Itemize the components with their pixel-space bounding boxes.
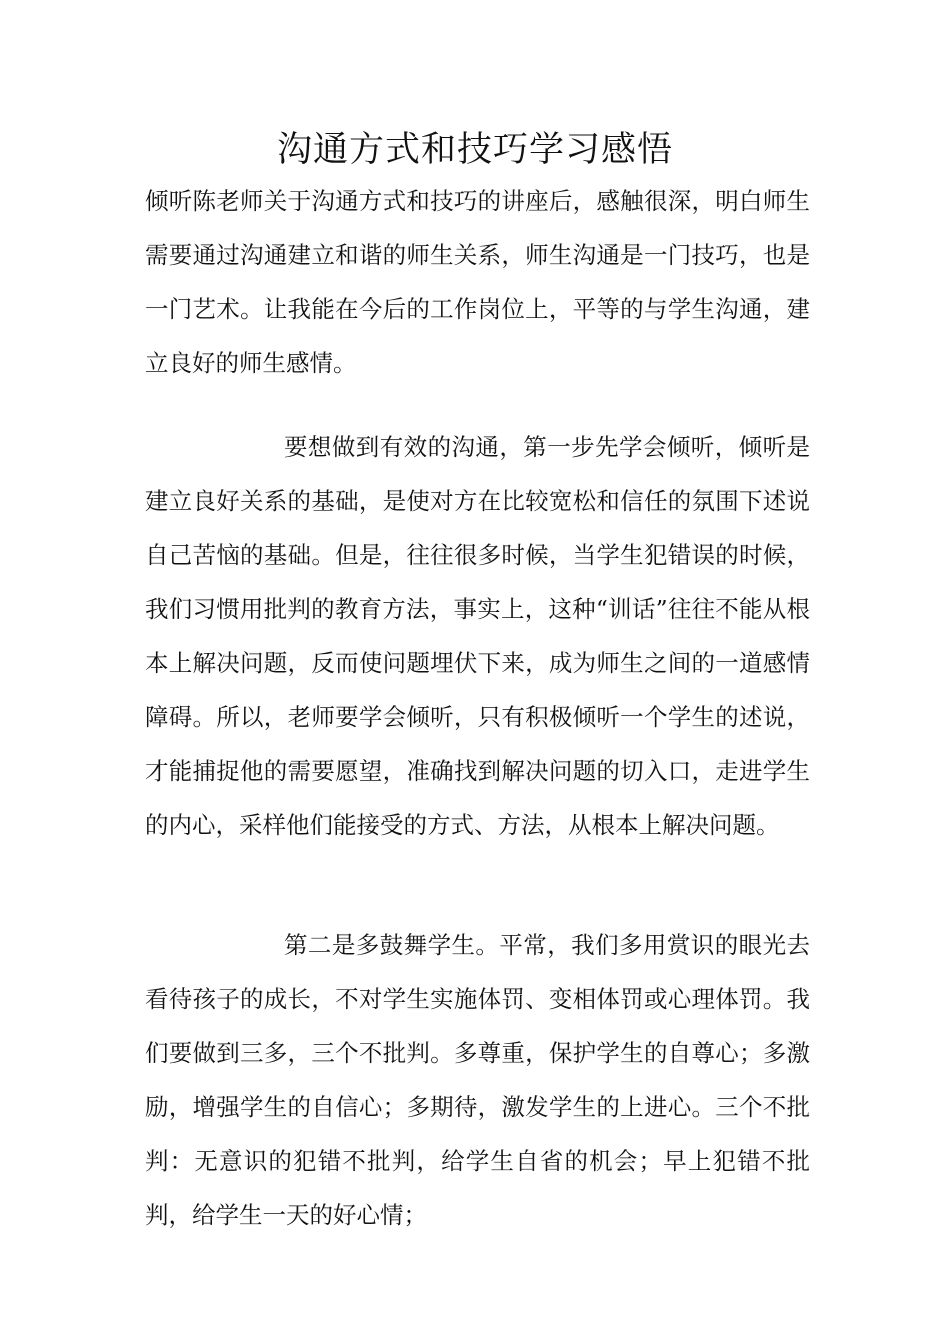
paragraph-2: 要想做到有效的沟通，第一步先学会倾听，倾听是建立良好关系的基础，是使对方在比较宽松和信任的氛围下述说自己苦恼的基础。但是，往往很多时候，当学生犯错误的时候，我们习惯用批判的教育方法，事实上，这种“训话”往往不能从根本上解决问题，反而使问题埋伏下来，成为师生之间的一道感情障碍。所以，老师要学会倾听，只有积极倾听一个学生的述说，才能捕捉他的需要愿望，准确找到解决问题的切入口，走进学生的内心，采样他们能接受的方式、方法，从根本上解决问题。	[145, 433, 810, 839]
paragraph-1: 倾听陈老师关于沟通方式和技巧的讲座后，感触很深，明白师生需要通过沟通建立和谐的师生关系，师生沟通是一门技巧，也是一门艺术。让我能在今后的工作岗位上，平等的与学生沟通，建立良好的师生感情。	[145, 187, 810, 377]
document-title: 沟通方式和技巧学习感悟	[276, 130, 673, 170]
paragraph-3: 第二是多鼓舞学生。平常，我们多用赏识的眼光去看待孩子的成长，不对学生实施体罚、变相体罚或心理体罚。我们要做到三多，三个不批判。多尊重，保护学生的自尊心；多激励，增强学生的自信心；多期待，激发学生的上进心。三个不批判：无意识的犯错不批判，给学生自省的机会；早上犯错不批判，给学生一天的好心情；	[145, 931, 810, 1229]
